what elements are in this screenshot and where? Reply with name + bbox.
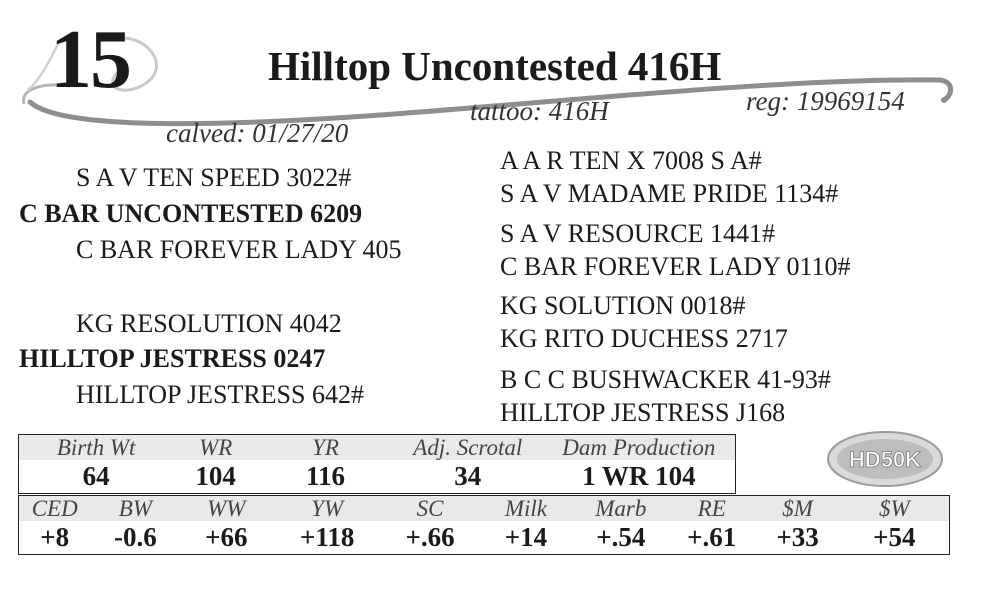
value-cell: 104 xyxy=(173,460,258,494)
header-cell: Birth Wt xyxy=(19,435,174,461)
header-cell: RE xyxy=(668,496,756,522)
header-cell: YW xyxy=(272,496,382,522)
dam: HILLTOP JESTRESS 0247 xyxy=(19,344,326,373)
ancestor: S A V RESOURCE 1441# xyxy=(500,219,776,248)
ancestor: S A V MADAME PRIDE 1134# xyxy=(500,179,839,208)
header-cell: Dam Production xyxy=(543,435,736,461)
header-cell: BW xyxy=(90,496,180,522)
value-cell: -0.6 xyxy=(90,521,180,555)
registration-number: reg: 19969154 xyxy=(746,86,905,116)
animal-name: Hilltop Uncontested 416H xyxy=(268,43,722,89)
value-cell: +14 xyxy=(478,521,574,555)
sire-dam: C BAR FOREVER LADY 405 xyxy=(76,235,402,264)
ancestor: KG RITO DUCHESS 2717 xyxy=(500,324,788,353)
header-cell: WW xyxy=(180,496,272,522)
lot-number: 15 xyxy=(50,13,130,106)
header-cell: Adj. Scrotal xyxy=(393,435,543,461)
value-cell: +.54 xyxy=(574,521,668,555)
header-cell: $M xyxy=(756,496,840,522)
value-cell: 116 xyxy=(258,460,393,494)
tattoo-text: tattoo: 416H xyxy=(470,96,609,126)
header-cell: Marb xyxy=(574,496,668,522)
calved-date: calved: 01/27/20 xyxy=(166,118,349,148)
hd50k-logo xyxy=(826,430,944,488)
value-cell: +33 xyxy=(756,521,840,555)
value-cell: +66 xyxy=(180,521,272,555)
sire: C BAR UNCONTESTED 6209 xyxy=(19,199,363,228)
ancestor: KG SOLUTION 0018# xyxy=(500,291,746,320)
value-cell: +54 xyxy=(840,521,950,555)
header-cell: SC xyxy=(382,496,478,522)
header-cell: YR xyxy=(258,435,393,461)
ancestor: A A R TEN X 7008 S A# xyxy=(500,146,762,175)
logo-text: HD50K xyxy=(848,447,922,472)
header-cell: $W xyxy=(840,496,950,522)
performance-table xyxy=(18,434,736,494)
value-cell: 1 WR 104 xyxy=(543,460,736,494)
header-cell: WR xyxy=(173,435,258,461)
value-cell: 34 xyxy=(393,460,543,494)
sire-sire: S A V TEN SPEED 3022# xyxy=(76,163,352,192)
ancestor: C BAR FOREVER LADY 0110# xyxy=(500,252,851,281)
dam-sire: KG RESOLUTION 4042 xyxy=(76,309,342,338)
value-cell: +8 xyxy=(19,521,91,555)
ancestor: B C C BUSHWACKER 41-93# xyxy=(500,365,831,394)
value-cell: +.61 xyxy=(668,521,756,555)
value-cell: +118 xyxy=(272,521,382,555)
value-cell: 64 xyxy=(19,460,174,494)
header-cell: CED xyxy=(19,496,91,522)
header-cell: Milk xyxy=(478,496,574,522)
epd-table xyxy=(18,495,950,555)
dam-dam: HILLTOP JESTRESS 642# xyxy=(76,380,364,409)
value-cell: +.66 xyxy=(382,521,478,555)
ancestor: HILLTOP JESTRESS J168 xyxy=(500,398,786,427)
